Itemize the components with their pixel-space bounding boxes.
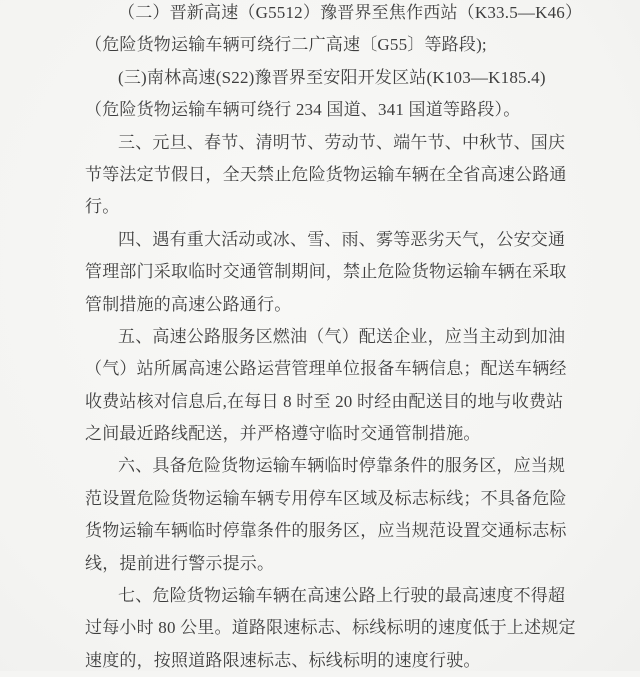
text-line: 三、元旦、春节、清明节、劳动节、端午节、中秋节、国庆: [118, 132, 566, 152]
text-line: 行。: [85, 197, 120, 217]
paragraph: [85, 321, 571, 451]
text-line: 过每小时 80 公里。道路限速标志、标线标明的速度低于上述规定: [85, 618, 576, 638]
text-line: 收费站核对信息后,在每日 8 时至 20 时经由配送目的地与收费站: [85, 391, 564, 411]
document-body: [85, 0, 583, 677]
text-line: 范设置危险货物运输车辆专用停车区域及标志标线；不具备危险: [85, 488, 567, 508]
paragraph: [85, 0, 583, 62]
text-line: （气）站所属高速公路运营管理单位报备车辆信息；配送车辆经: [85, 359, 567, 379]
text-line: （危险货物运输车辆可绕行二广高速〔G55〕等路段);: [85, 35, 487, 55]
paragraph: [85, 580, 576, 677]
text-line: 管理部门采取临时交通管制期间，禁止危险货物运输车辆在采取: [85, 262, 567, 282]
text-line: 速度的，按照道路限速标志、标线标明的速度行驶。: [85, 650, 481, 670]
text-line: （危险货物运输车辆可绕行 234 国道、341 国道等路段）。: [85, 100, 521, 120]
text-line: 管制措施的高速公路通行。: [85, 294, 292, 314]
text-line: 之间最近路线配送，并严格遵守临时交通管制措施。: [85, 424, 481, 444]
text-line: (三)南林高速(S22)豫晋界至安阳开发区站(K103—K185.4): [118, 67, 546, 87]
text-line: （二）晋新高速（G5512）豫晋界至焦作西站（K33.5—K46）: [118, 3, 583, 22]
paragraph: [85, 224, 571, 321]
text-line: 七、危险货物运输车辆在高速公路上行驶的最高速度不得超: [118, 586, 566, 606]
text-line: 四、遇有重大活动或冰、雪、雨、雾等恶劣天气，公安交通: [118, 229, 566, 249]
paragraph: [85, 450, 571, 580]
text-line: 货物运输车辆临时停靠条件的服务区，应当规范设置交通标志标: [85, 521, 567, 541]
paragraph: [85, 127, 571, 224]
paragraph: [85, 62, 571, 127]
text-line: 六、具备危险货物运输车辆临时停靠条件的服务区，应当规: [118, 456, 566, 476]
text-line: 线，提前进行警示提示。: [85, 553, 275, 573]
text-line: 五、高速公路服务区燃油（气）配送企业，应当主动到加油: [118, 326, 566, 346]
text-line: 节等法定节假日，全天禁止危险货物运输车辆在全省高速公路通: [85, 164, 567, 184]
